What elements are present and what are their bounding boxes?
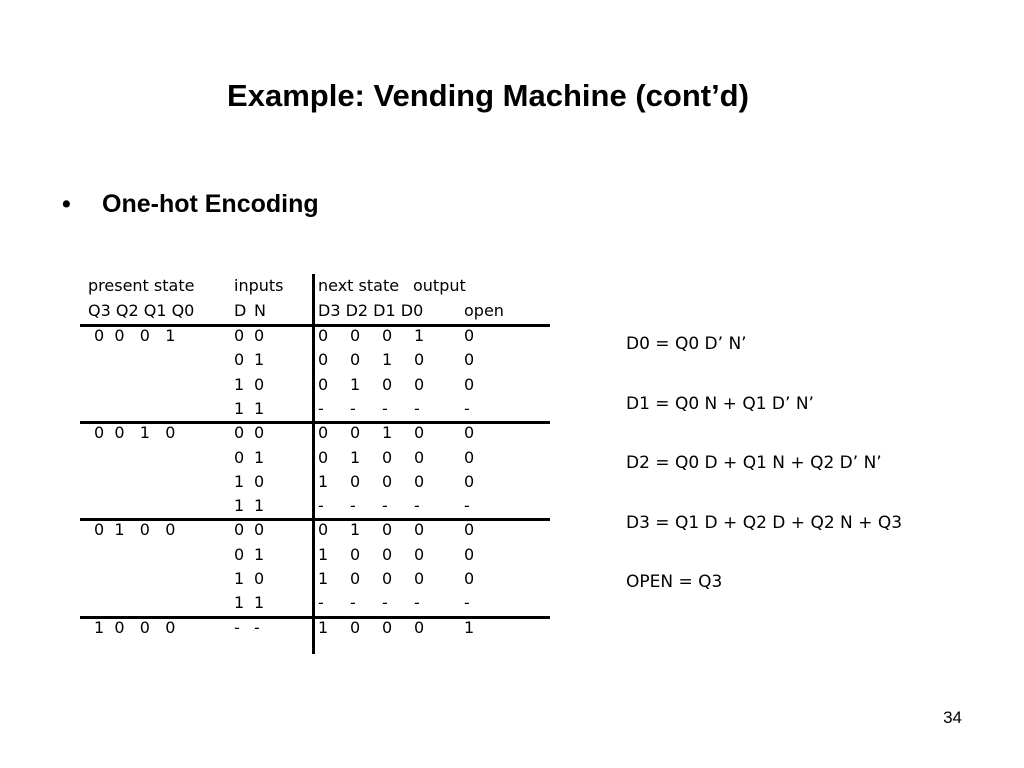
next-state-bit: 1 [414, 326, 425, 345]
output-open: 0 [464, 326, 475, 345]
header-input-d: D [234, 301, 247, 320]
input-n: 1 [254, 350, 265, 370]
next-state-bit: 0 [350, 569, 361, 588]
next-state-bit: - [414, 593, 420, 613]
next-state-bit: 0 [414, 471, 425, 491]
next-state-bit: 0 [382, 520, 393, 540]
next-state-bit: 0 [382, 447, 393, 467]
input-n: 0 [254, 423, 265, 443]
header-output: output [413, 276, 466, 295]
input-n: 0 [254, 374, 265, 394]
next-state-bit: - [318, 398, 324, 418]
next-state-bit: 0 [382, 569, 393, 588]
input-d: 1 [234, 496, 245, 516]
page-number: 34 [943, 708, 962, 727]
next-state-bit: 1 [350, 447, 361, 467]
next-state-bit: 0 [318, 447, 329, 467]
next-state-bit: 0 [318, 326, 329, 345]
input-n: 0 [254, 471, 265, 491]
input-d: 0 [234, 423, 245, 443]
next-state-bit: 0 [350, 544, 361, 564]
next-state-bit: 0 [350, 471, 361, 491]
input-n: 1 [254, 447, 265, 467]
output-open: - [464, 398, 470, 418]
equation: OPEN = Q3 [626, 572, 723, 592]
equation: D0 = Q0 D’ N’ [626, 334, 747, 354]
present-state: 0 1 0 0 [94, 520, 176, 540]
input-n: 1 [254, 398, 265, 418]
input-d: 1 [234, 374, 245, 394]
next-state-bit: 0 [350, 350, 361, 370]
input-d: 0 [234, 447, 245, 467]
next-state-bit: 1 [382, 423, 393, 443]
next-state-bit: 0 [382, 617, 393, 637]
next-state-bit: 0 [414, 350, 425, 370]
present-state: 0 0 1 0 [94, 423, 176, 443]
next-state-bit: - [318, 496, 324, 516]
next-state-bit: - [350, 593, 356, 613]
input-d: 1 [234, 569, 245, 588]
next-state-bit: - [382, 496, 388, 516]
next-state-bit: 0 [350, 617, 361, 637]
bullet-symbol: • [62, 190, 71, 218]
input-d: - [234, 617, 240, 637]
input-d: 1 [234, 471, 245, 491]
output-open: 1 [464, 617, 475, 637]
output-open: 0 [464, 350, 475, 370]
next-state-bit: 1 [318, 617, 329, 637]
output-open: - [464, 593, 470, 613]
next-state-bit: - [382, 593, 388, 613]
present-state: 0 0 0 1 [94, 326, 176, 345]
output-open: - [464, 496, 470, 516]
slide-title: Example: Vending Machine (cont’d) [227, 78, 749, 113]
next-state-bit: 0 [350, 326, 361, 345]
next-state-bit: 1 [382, 350, 393, 370]
output-open: 0 [464, 569, 475, 588]
input-n: 0 [254, 326, 265, 345]
next-state-bit: - [414, 496, 420, 516]
input-n: 0 [254, 520, 265, 540]
next-state-bit: 0 [318, 423, 329, 443]
next-state-bit: 0 [382, 471, 393, 491]
output-open: 0 [464, 544, 475, 564]
input-n: 0 [254, 569, 265, 588]
output-open: 0 [464, 423, 475, 443]
header-present-state: present state [88, 276, 195, 295]
input-n: 1 [254, 496, 265, 516]
next-state-bit: 1 [318, 544, 329, 564]
input-d: 1 [234, 593, 245, 613]
header-next-state: next state [318, 276, 400, 295]
table-vertical-divider [312, 274, 315, 654]
next-state-bit: 0 [414, 374, 425, 394]
next-state-bit: 0 [350, 423, 361, 443]
next-state-bit: 1 [318, 471, 329, 491]
header-present-bits: Q3 Q2 Q1 Q0 [88, 301, 195, 320]
header-open: open [464, 301, 504, 320]
input-d: 0 [234, 544, 245, 564]
equation: D1 = Q0 N + Q1 D’ N’ [626, 394, 814, 414]
bullet-text: One-hot Encoding [102, 190, 319, 218]
header-input-n: N [254, 301, 266, 320]
input-d: 1 [234, 398, 245, 418]
next-state-bit: 0 [414, 520, 425, 540]
next-state-bit: 0 [414, 544, 425, 564]
next-state-bit: 0 [414, 617, 425, 637]
next-state-bit: 1 [350, 374, 361, 394]
input-n: - [254, 617, 260, 637]
present-state: 1 0 0 0 [94, 617, 176, 637]
output-open: 0 [464, 374, 475, 394]
next-state-bit: - [382, 398, 388, 418]
header-next-bits: D3 D2 D1 D0 [318, 301, 424, 320]
output-open: 0 [464, 520, 475, 540]
next-state-bit: 0 [318, 520, 329, 540]
output-open: 0 [464, 471, 475, 491]
next-state-bit: 0 [414, 423, 425, 443]
next-state-bit: 0 [414, 447, 425, 467]
next-state-bit: 0 [318, 374, 329, 394]
next-state-bit: 0 [382, 374, 393, 394]
header-inputs: inputs [234, 276, 284, 295]
next-state-bit: - [318, 593, 324, 613]
next-state-bit: - [350, 398, 356, 418]
equation: D3 = Q1 D + Q2 D + Q2 N + Q3 [626, 513, 903, 533]
next-state-bit: 0 [382, 326, 393, 345]
next-state-bit: 1 [350, 520, 361, 540]
output-open: 0 [464, 447, 475, 467]
next-state-bit: - [350, 496, 356, 516]
next-state-bit: 0 [318, 350, 329, 370]
input-d: 0 [234, 326, 245, 345]
next-state-bit: 0 [382, 544, 393, 564]
next-state-bit: - [414, 398, 420, 418]
next-state-bit: 1 [318, 569, 329, 588]
input-d: 0 [234, 520, 245, 540]
input-n: 1 [254, 544, 265, 564]
input-n: 1 [254, 593, 265, 613]
next-state-bit: 0 [414, 569, 425, 588]
equation: D2 = Q0 D + Q1 N + Q2 D’ N’ [626, 453, 882, 473]
input-d: 0 [234, 350, 245, 370]
